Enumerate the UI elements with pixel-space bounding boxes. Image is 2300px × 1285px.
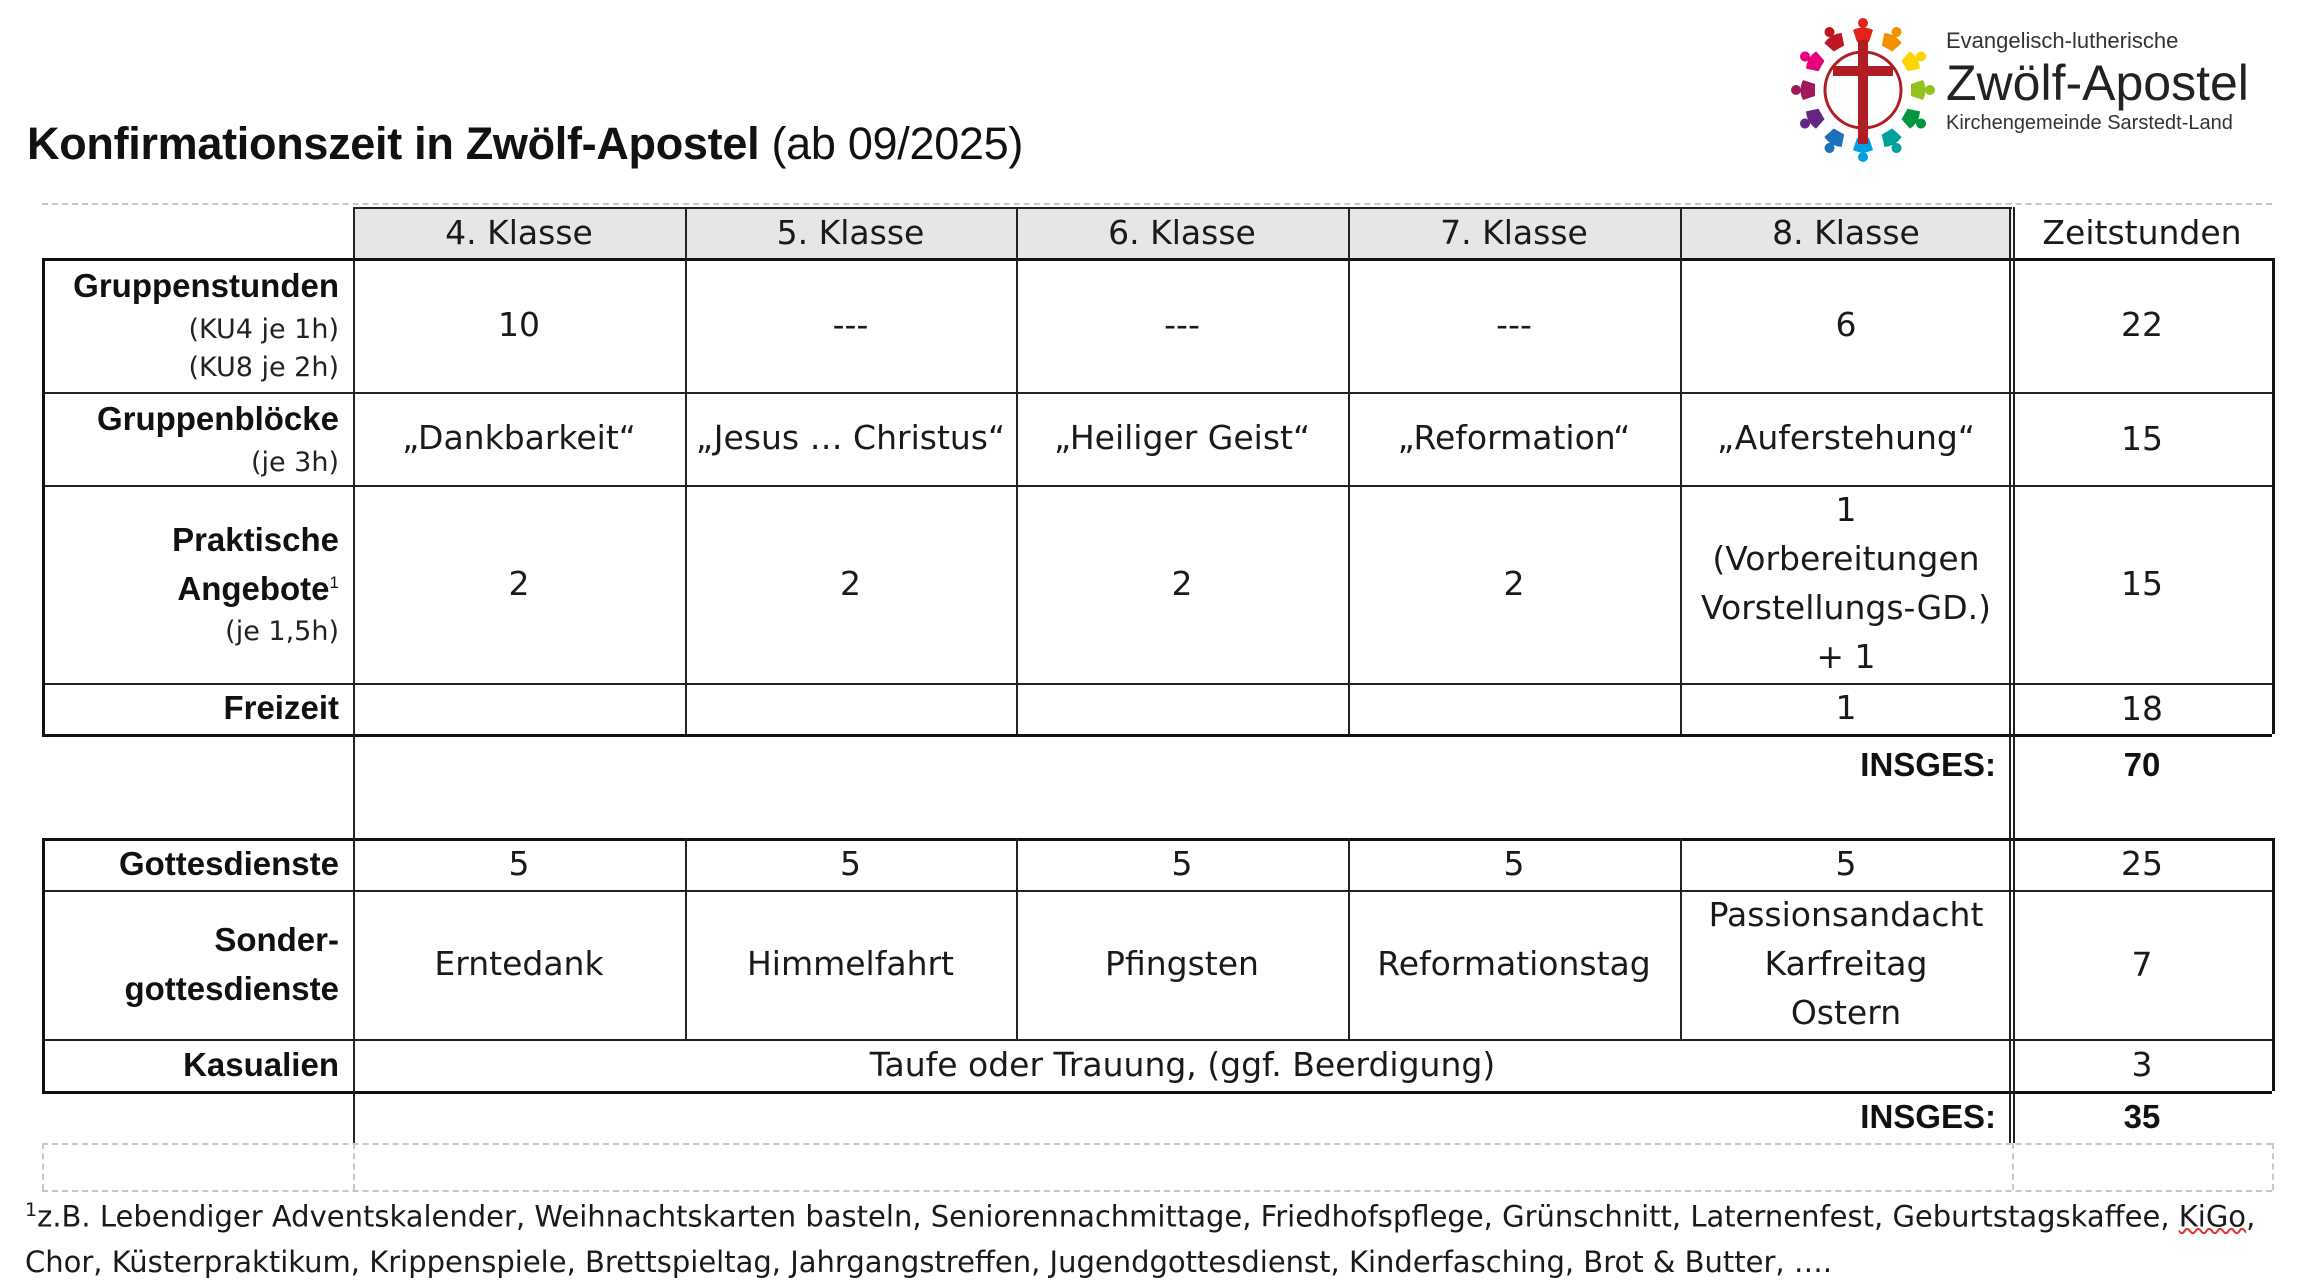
total-value-2: 35 — [2123, 1098, 2161, 1135]
footnote-text-before: z.B. Lebendiger Adventskalender, Weihnachtskarten basteln, Seniorennachmittage, Friedhofspflege, Grünschnitt, Laternenfest, Geburtstagskaffee, — [37, 1199, 2179, 1234]
cell-gruppenstunden-6-klasse: --- — [1164, 304, 1200, 344]
cell-freizeit-4-klasse — [353, 683, 685, 734]
cell-sondergottesdienste-zeitstunden: 7 — [2131, 944, 2153, 984]
cell-gruppenbloecke-5-klasse: „Jesus … Christus“ — [695, 418, 1006, 458]
church-logo-text — [1946, 28, 2249, 135]
cell-gruppenstunden-7-klasse: --- — [1496, 304, 1532, 344]
column-header-7-klasse: 7. Klasse — [1348, 207, 1680, 258]
row-label-gottesdienste-text: Gottesdienste — [118, 844, 339, 882]
cell-sondergottesdienste-4-klasse: Erntedank — [434, 944, 604, 984]
row-label-freizeit-text: Freizeit — [223, 689, 339, 727]
cell-praktische-angebote-zeitstunden: 15 — [2121, 564, 2163, 604]
footnote-kigo: KiGo — [2178, 1199, 2247, 1234]
row-label-gruppenbloecke-line — [97, 395, 339, 444]
logo-name: Zwölf-Apostel — [1946, 55, 2249, 111]
header-divider — [42, 203, 2272, 205]
row-label-freizeit — [42, 683, 353, 734]
table-border-bottom — [42, 734, 2272, 737]
cell-gottesdienste-5-klasse: 5 — [840, 843, 861, 883]
row-label-gruppenstunden-line — [73, 262, 339, 311]
row-label-sondergottesdienste-text: Sonder- — [214, 921, 339, 958]
column-divider — [685, 838, 687, 1039]
row-label-sondergottesdienste-line — [124, 965, 339, 1014]
row-divider — [42, 890, 2272, 892]
footnote — [25, 1188, 2285, 1285]
row-label-gruppenstunden-text: Gruppenstunden — [73, 267, 339, 305]
row-label-kasualien — [42, 1039, 353, 1091]
row-label-praktische-angebote-line — [177, 565, 339, 614]
row-label-praktische-angebote-line — [172, 516, 339, 565]
total-label-2: INSGES: — [1860, 1098, 1996, 1135]
label-column-border — [353, 207, 355, 1143]
row-label-gruppenbloecke — [42, 392, 353, 485]
column-header-zeitstunden: Zeitstunden — [2042, 212, 2242, 252]
cell-sondergottesdienste-7-klasse: Reformationstag — [1377, 944, 1651, 984]
logo-line-3: Kirchengemeinde Sarstedt-Land — [1946, 112, 2233, 134]
footnote-mark: 1 — [25, 1199, 38, 1221]
cell-gottesdienste-zeitstunden: 25 — [2121, 844, 2163, 884]
cell-gottesdienste-4-klasse: 5 — [508, 843, 530, 883]
cell-gruppenstunden-8-klasse: 6 — [1835, 304, 1857, 344]
cell-freizeit-7-klasse — [1348, 683, 1680, 734]
row-label-gruppenstunden-note: (KU8 je 2h) — [188, 352, 339, 384]
column-divider — [1348, 838, 1350, 1039]
row-divider — [42, 1039, 2272, 1041]
footnote-reference: 1 — [329, 572, 339, 592]
row-divider — [42, 392, 2272, 394]
cell-gruppenstunden-4-klasse: 10 — [498, 304, 540, 344]
column-divider — [1016, 838, 1018, 1039]
row-label-praktische-angebote-text: Angebote — [177, 569, 330, 607]
row-label-gruppenstunden-note: (KU4 je 1h) — [188, 313, 339, 345]
cell-gruppenbloecke-7-klasse: „Reformation“ — [1397, 418, 1631, 458]
cell-gottesdienste-8-klasse: 5 — [1835, 843, 1857, 883]
row-label-praktische-angebote — [42, 485, 353, 683]
column-divider — [1016, 207, 1018, 734]
cell-praktische-angebote-6-klasse: 2 — [1171, 563, 1193, 603]
church-logo — [1778, 12, 2268, 162]
table-border-right — [2272, 258, 2275, 734]
cell-freizeit-6-klasse — [1016, 683, 1348, 734]
cell-gruppenbloecke-zeitstunden: 15 — [2121, 418, 2163, 458]
table2-border-top — [42, 838, 2272, 841]
table-border-top — [42, 258, 2272, 261]
cell-praktische-angebote-5-klasse: 2 — [840, 563, 861, 603]
row-label-gottesdienste-line — [119, 840, 339, 889]
title-main: Konfirmationszeit in Zwölf-Apostel — [27, 118, 760, 169]
cell-kasualien-span: Taufe oder Trauung, (ggf. Beerdigung) — [869, 1044, 1496, 1084]
total-value-1: 70 — [2123, 746, 2161, 783]
dashed-divider — [42, 1143, 44, 1190]
cell-kasualien-zeitstunden: 3 — [2131, 1045, 2153, 1085]
page-title — [27, 118, 1023, 170]
cell-praktische-angebote-8-klasse: 1 (Vorbereitungen Vorstellungs-GD.) + 1 — [1701, 490, 1991, 676]
row-label-freizeit-line — [223, 684, 339, 733]
table2-border-bottom — [42, 1091, 2272, 1094]
dashed-divider — [353, 1143, 355, 1190]
cell-freizeit-zeitstunden: 18 — [2121, 688, 2163, 728]
cell-praktische-angebote-4-klasse: 2 — [508, 563, 530, 603]
row-divider — [42, 485, 2272, 487]
cell-freizeit-8-klasse: 1 — [1835, 688, 1857, 728]
dashed-divider — [42, 1143, 2272, 1145]
total-label-1: INSGES: — [1860, 746, 1996, 783]
row-label-sondergottesdienste — [42, 890, 353, 1039]
row-label-sondergottesdienste-line — [214, 916, 339, 965]
row-label-sondergottesdienste-text: gottesdienste — [124, 969, 339, 1007]
column-divider — [685, 207, 687, 734]
cell-sondergottesdienste-8-klasse: Passionsandacht Karfreitag Ostern — [1708, 895, 1984, 1032]
row-label-gruppenbloecke-text: Gruppenblöcke — [96, 400, 339, 438]
column-header-8-klasse: 8. Klasse — [1680, 207, 2012, 258]
cell-gottesdienste-6-klasse: 5 — [1171, 843, 1193, 883]
row-label-praktische-angebote-text: Praktische — [172, 521, 339, 559]
cell-gruppenbloecke-4-klasse: „Dankbarkeit“ — [402, 418, 636, 458]
table2-border-left — [42, 838, 45, 1091]
cell-gruppenbloecke-8-klasse: „Auferstehung“ — [1717, 418, 1975, 458]
row-label-gruppenstunden — [42, 258, 353, 392]
row-label-kasualien-text: Kasualien — [183, 1045, 339, 1083]
cell-gruppenstunden-zeitstunden: 22 — [2121, 305, 2163, 345]
row-label-praktische-angebote-note: (je 1,5h) — [225, 616, 339, 648]
cell-sondergottesdienste-6-klasse: Pfingsten — [1105, 944, 1259, 984]
cell-gruppenbloecke-6-klasse: „Heiliger Geist“ — [1053, 418, 1311, 458]
logo-line-1: Evangelisch-lutherische — [1946, 28, 2179, 53]
column-divider — [1680, 838, 1682, 1039]
cell-gottesdienste-7-klasse: 5 — [1503, 843, 1525, 883]
row-divider — [42, 683, 2272, 685]
row-label-kasualien-line — [183, 1041, 339, 1090]
column-divider — [1348, 207, 1350, 734]
row-label-gottesdienste — [42, 838, 353, 890]
cell-gruppenstunden-5-klasse: --- — [832, 304, 869, 344]
cell-sondergottesdienste-5-klasse: Himmelfahrt — [746, 944, 954, 984]
column-header-4-klasse: 4. Klasse — [353, 207, 685, 258]
column-header-6-klasse: 6. Klasse — [1016, 207, 1348, 258]
cell-praktische-angebote-7-klasse: 2 — [1503, 563, 1525, 603]
row-label-gruppenbloecke-note: (je 3h) — [250, 446, 339, 478]
zeit-column-border — [2009, 207, 2011, 1143]
footnote-text-after: , Chor, Küsterpraktikum, Krippenspiele, Brettspieltag, Jahrgangstreffen, Jugendgottesdienst, Kinderfasching, Brot & Butter, …. — [25, 1199, 2256, 1279]
dashed-divider — [2272, 1143, 2274, 1190]
title-suffix: (ab 09/2025) — [771, 118, 1024, 169]
zeit-column-border — [2013, 207, 2015, 1143]
church-logo-mark — [1788, 12, 1938, 162]
cell-freizeit-5-klasse — [685, 683, 1016, 734]
table2-border-right — [2272, 838, 2275, 1091]
header-top-border — [353, 207, 2012, 209]
column-divider — [1680, 207, 1682, 734]
dashed-divider — [2012, 1143, 2014, 1190]
table-border-left — [42, 258, 45, 734]
column-header-5-klasse: 5. Klasse — [685, 207, 1016, 258]
